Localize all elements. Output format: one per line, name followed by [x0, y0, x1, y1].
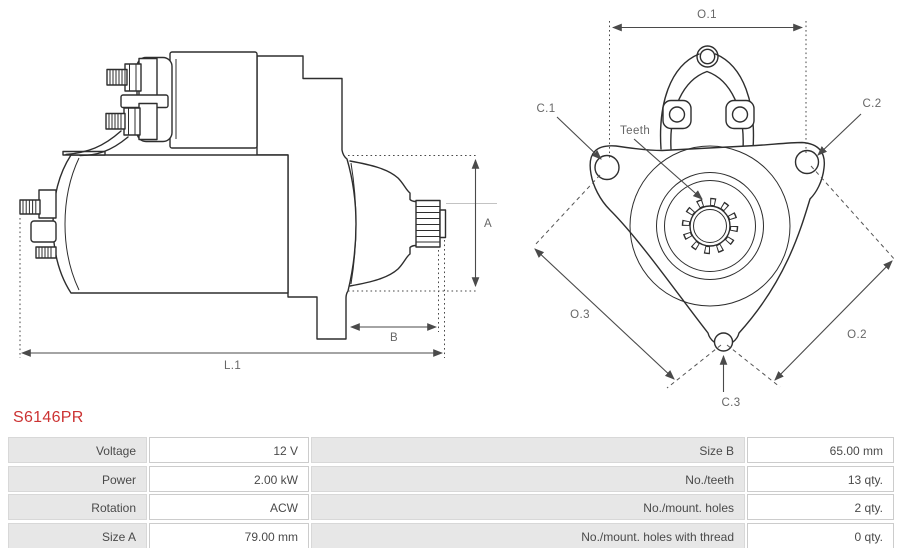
dim-label-c3: C.3	[721, 397, 741, 408]
spec-label: No./mount. holes with thread	[311, 523, 745, 548]
leader-c2	[818, 114, 861, 155]
spec-value: 12 V	[149, 437, 309, 463]
dim-label-b: B	[390, 332, 399, 344]
spec-label: No./teeth	[311, 466, 745, 492]
spec-value: 2 qty.	[747, 494, 894, 520]
dim-line-o2	[775, 261, 892, 380]
spec-value: 13 qty.	[747, 466, 894, 492]
starter-front-view-drawing	[534, 9, 896, 408]
spec-value: 0 qty.	[747, 523, 894, 548]
spec-table	[8, 437, 896, 548]
dim-label-o3: O.3	[570, 309, 590, 321]
teeth-label: Teeth	[620, 125, 651, 137]
leader-c1	[557, 117, 601, 159]
dim-line-o3	[535, 249, 674, 379]
starter-side-view-drawing	[20, 52, 497, 372]
dim-label-o1: O.1	[697, 9, 717, 21]
spec-label: Size A	[8, 523, 147, 548]
dim-label-l1: L.1	[224, 360, 242, 372]
spec-label: Power	[8, 466, 147, 492]
spec-value: ACW	[149, 494, 309, 520]
part-number: S6146PR	[13, 409, 84, 426]
dim-label-o2: O.2	[847, 329, 867, 341]
spec-label: No./mount. holes	[311, 494, 745, 520]
spec-label: Rotation	[8, 494, 147, 520]
spec-label: Voltage	[8, 437, 147, 463]
dim-label-a: A	[484, 218, 493, 230]
dim-label-c2: C.2	[862, 98, 882, 110]
spec-label: Size B	[311, 437, 745, 463]
spec-value: 2.00 kW	[149, 466, 309, 492]
spec-value: 65.00 mm	[747, 437, 894, 463]
dim-label-c1: C.1	[536, 103, 556, 115]
spec-value: 79.00 mm	[149, 523, 309, 548]
